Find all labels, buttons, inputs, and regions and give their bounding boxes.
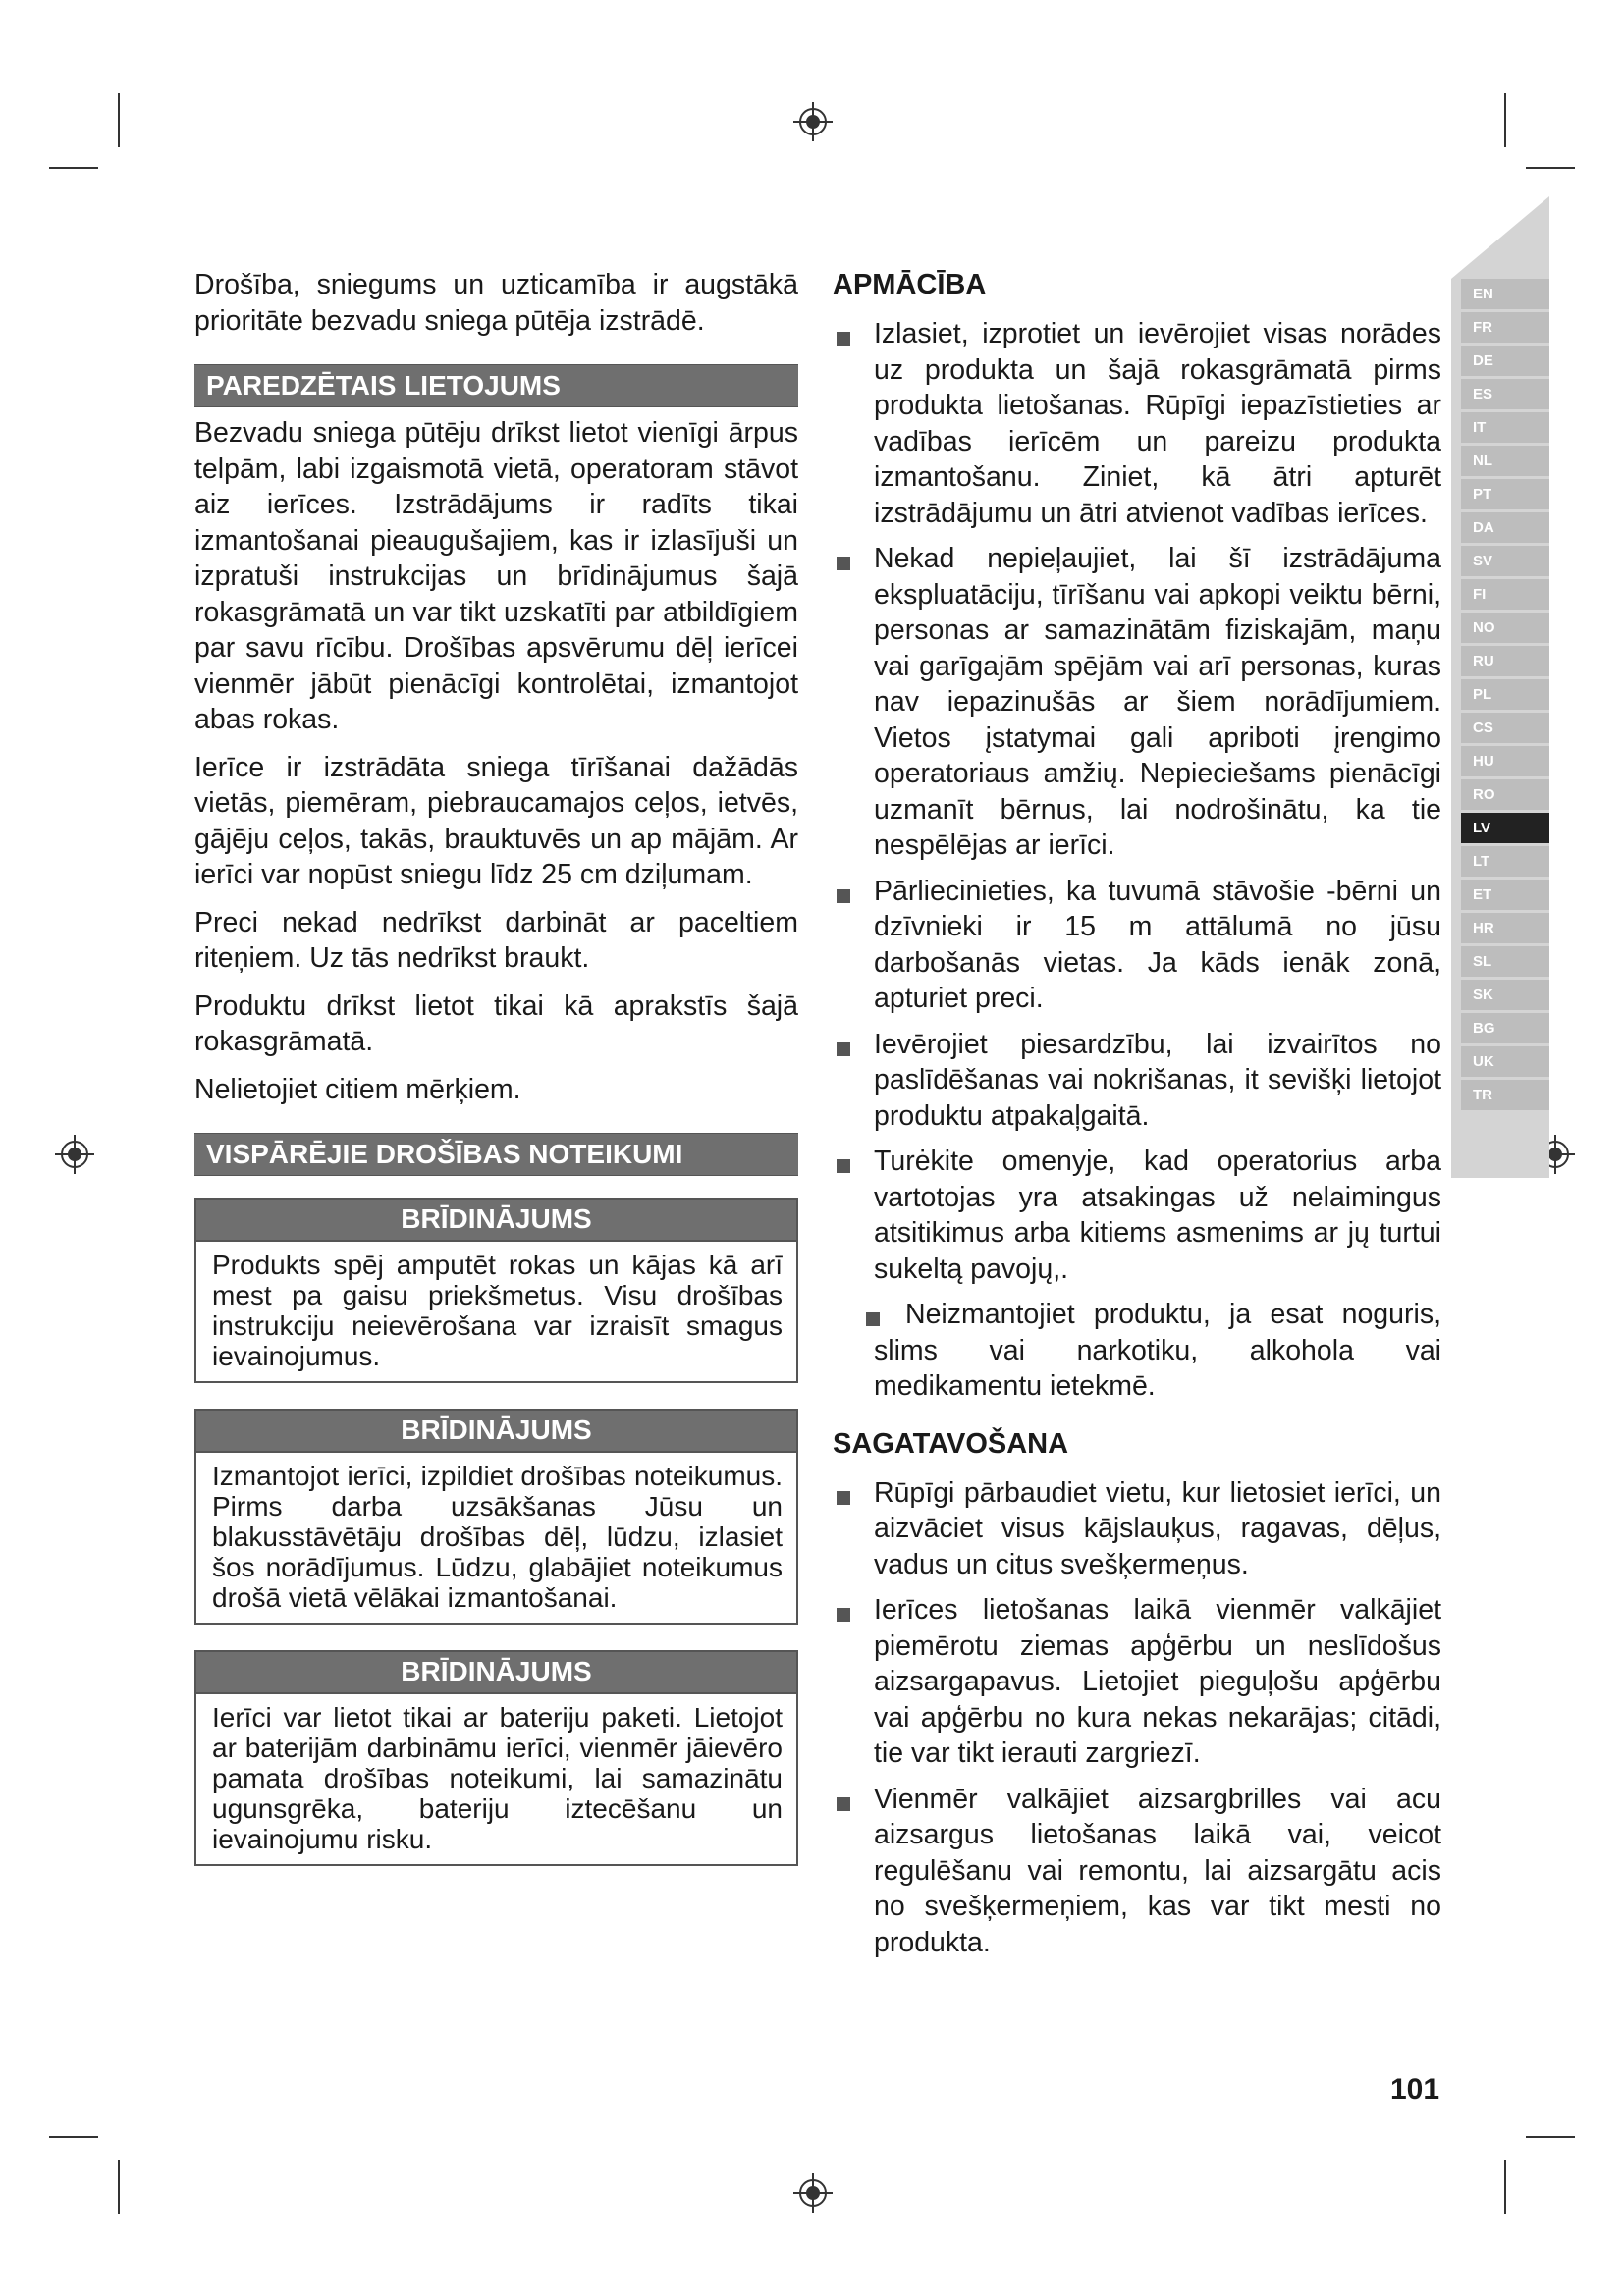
crop-mark <box>1504 93 1506 147</box>
paragraph: Nelietojiet citiem mērķiem. <box>194 1073 521 1105</box>
page-number: 101 <box>1390 2073 1440 2106</box>
language-tab[interactable]: FR <box>1461 312 1549 343</box>
language-tab[interactable]: IT <box>1461 412 1549 443</box>
crop-mark <box>1504 2160 1506 2214</box>
registration-mark-icon <box>793 102 833 141</box>
language-tab[interactable]: ET <box>1461 880 1549 910</box>
list-item: Ievērojiet piesardzību, lai izvairītos no paslīdēšanas vai nokrišanas, it sevišķi lietojot produktu atpakaļgaitā. <box>833 1027 1441 1135</box>
paragraph: Bezvadu sniega pūtēju drīkst lietot vienīgi ārpus telpām, labi izgaismotā vietā, operatoram stāvot aiz ierīces. Izstrādājums ir radīts tikai izmantošanai pieaugušajiem, kas ir izlasījuši un izpratuši instrukcijas un brīdinājumus šajā rokasgrāmatā un var tikt uzskatīti par atbildīgiem par savu rīcību. Drošības apsvērumu dēļ ierīcei vienmēr jābūt pienācīgi kontrolētai, izmantojot abas rokas. <box>194 417 798 735</box>
warning-box <box>194 1650 798 1866</box>
right-column <box>833 267 1441 1974</box>
list-item: Turėkite omenyje, kad operatorius arba vartotojas yra atsakingas už nelaimingus atsitikimus arba kitiems asmenims ar jų turtui sukeltą pavojų,. <box>833 1144 1441 1287</box>
intro-text: Drošība, sniegums un uzticamība ir augstākā prioritāte bezvadu sniega pūtēja izstrādē. <box>194 269 798 337</box>
language-tabs <box>1461 279 1549 1113</box>
language-tab[interactable]: FI <box>1461 579 1549 610</box>
training-list <box>833 316 1441 1405</box>
language-tab[interactable]: SK <box>1461 980 1549 1010</box>
language-tab[interactable]: SV <box>1461 546 1549 576</box>
warning-title: BRĪDINĀJUMS <box>196 1200 796 1242</box>
language-tab[interactable]: TR <box>1461 1080 1549 1110</box>
crop-mark <box>1526 167 1575 169</box>
language-tab[interactable]: PL <box>1461 679 1549 710</box>
list-item-text: Neizmantojiet produktu, ja esat noguris, slims vai narkotiku, alkohola vai medikamentu ietekmē. <box>874 1299 1441 1402</box>
section-title-training: APMĀCĪBA <box>833 269 987 300</box>
language-tab[interactable]: DE <box>1461 346 1549 376</box>
list-item: Ierīces lietošanas laikā vienmēr valkājiet piemērotu ziemas apģērbu un neslīdošus aizsargapavus. Lietojiet pieguļošu apģērbu vai apģērbu no kura nekas nekarājas; citādi, tie var tikt ierauti zargriezī. <box>833 1592 1441 1772</box>
warning-text: Izmantojot ierīci, izpildiet drošības noteikumus. Pirms darba uzsākšanas Jūsu un blakusstāvētāju drošības dēļ, lūdzu, izlasiet šos norādījumus. Lūdzu, glabājiet noteikumus drošā vietā vēlākai izmantošanai. <box>212 1461 783 1613</box>
crop-mark <box>118 2160 120 2214</box>
preparation-list <box>833 1475 1441 1961</box>
section-title-general-safety: VISPĀRĒJIE DROŠĪBAS NOTEIKUMI <box>194 1133 798 1176</box>
crop-mark <box>118 93 120 147</box>
language-tab[interactable]: EN <box>1461 279 1549 309</box>
section-title-intended-use: PAREDZĒTAIS LIETOJUMS <box>194 364 798 407</box>
language-tab[interactable]: RO <box>1461 779 1549 810</box>
language-tab[interactable]: LV <box>1461 813 1549 843</box>
paragraph: Produktu drīkst lietot tikai kā aprakstīs šajā rokasgrāmatā. <box>194 989 798 1057</box>
language-tab[interactable]: DA <box>1461 512 1549 543</box>
language-tab[interactable]: PT <box>1461 479 1549 509</box>
warning-box <box>194 1409 798 1625</box>
warning-title: BRĪDINĀJUMS <box>196 1411 796 1453</box>
warning-box <box>194 1198 798 1383</box>
paragraph: Preci nekad nedrīkst darbināt ar paceltiem riteņiem. Uz tās nedrīkst braukt. <box>194 906 798 974</box>
crop-mark <box>49 2136 98 2138</box>
list-item: Pārliecinieties, ka tuvumā stāvošie -bērni un dzīvnieki ir 15 m attālumā no jūsu darbošanās vietas. Ja kāds ienāk zonā, apturiet preci. <box>833 874 1441 1017</box>
language-tab[interactable]: SL <box>1461 946 1549 977</box>
language-tab[interactable]: ES <box>1461 379 1549 409</box>
list-item-indented <box>833 1297 1441 1405</box>
list-item: Izlasiet, izprotiet un ievērojiet visas norādes uz produkta un šajā rokasgrāmatā pirms produkta lietošanas. Rūpīgi iepazīstieties ar vadības ierīcēm un pareizu produkta izmantošanu. Ziniet, kā ātri apturēt izstrādājumu un ātri atvienot vadības ierīces. <box>833 316 1441 531</box>
crop-mark <box>49 167 98 169</box>
section-title-preparation: SAGATAVOŠANA <box>833 1427 1069 1460</box>
warning-text: Produkts spēj amputēt rokas un kājas kā arī mest pa gaisu priekšmetus. Visu drošības instrukciju neievērošana var izraisīt smagus ievainojumus. <box>212 1250 783 1371</box>
language-tab[interactable]: CS <box>1461 713 1549 743</box>
registration-mark-icon <box>793 2173 833 2213</box>
language-tab[interactable]: HU <box>1461 746 1549 776</box>
crop-mark <box>1526 2136 1575 2138</box>
registration-mark-icon <box>55 1135 94 1174</box>
language-tab[interactable]: NL <box>1461 446 1549 476</box>
language-tab[interactable]: UK <box>1461 1046 1549 1077</box>
list-item: Vienmēr valkājiet aizsargbrilles vai acu aizsargus lietošanas laikā vai, veicot regulēšanu vai remontu, lai aizsargātu acis no svešķermeņiem, kas var tikt mesti no produkta. <box>833 1782 1441 1961</box>
language-tab[interactable]: HR <box>1461 913 1549 943</box>
warning-text: Ierīci var lietot tikai ar bateriju paketi. Lietojot ar baterijām darbināmu ierīci, vienmēr jāievēro pamata drošības noteikumi, lai samazinātu ugunsgrēka, bateriju iztecēšanu un ievainojumu risku. <box>212 1702 783 1854</box>
language-tab[interactable]: BG <box>1461 1013 1549 1043</box>
language-tab[interactable]: LT <box>1461 846 1549 877</box>
list-item: Nekad nepieļaujiet, lai šī izstrādājuma ekspluatāciju, tīrīšanu vai apkopi veiktu bērni, personas ar samazinātām fiziskajām, maņu vai garīgajām spējām vai arī personas, kuras nav iepazinušās ar šiem norādījumiem. Vietos įstatymai gali apriboti įrengimo operatoriaus amžių. Nepieciešams pienācīgi uzmanīt bērnus, lai nodrošinātu, ka tie nespēlējas ar ierīci. <box>833 541 1441 864</box>
left-column <box>194 267 798 1892</box>
warning-title: BRĪDINĀJUMS <box>196 1652 796 1694</box>
language-tab[interactable]: NO <box>1461 613 1549 643</box>
list-item: Rūpīgi pārbaudiet vietu, kur lietosiet ierīci, un aizvāciet visus kājslauķus, ragavas, dēļus, vadus un citus svešķermeņus. <box>833 1475 1441 1583</box>
language-tab[interactable]: RU <box>1461 646 1549 676</box>
paragraph: Ierīce ir izstrādāta sniega tīrīšanai dažādās vietās, piemēram, piebraucamajos ceļos, ietvēs, gājēju ceļos, takās, brauktuvēs un ap mājām. Ar ierīci var nopūst sniegu līdz 25 cm dziļumam. <box>194 751 798 890</box>
